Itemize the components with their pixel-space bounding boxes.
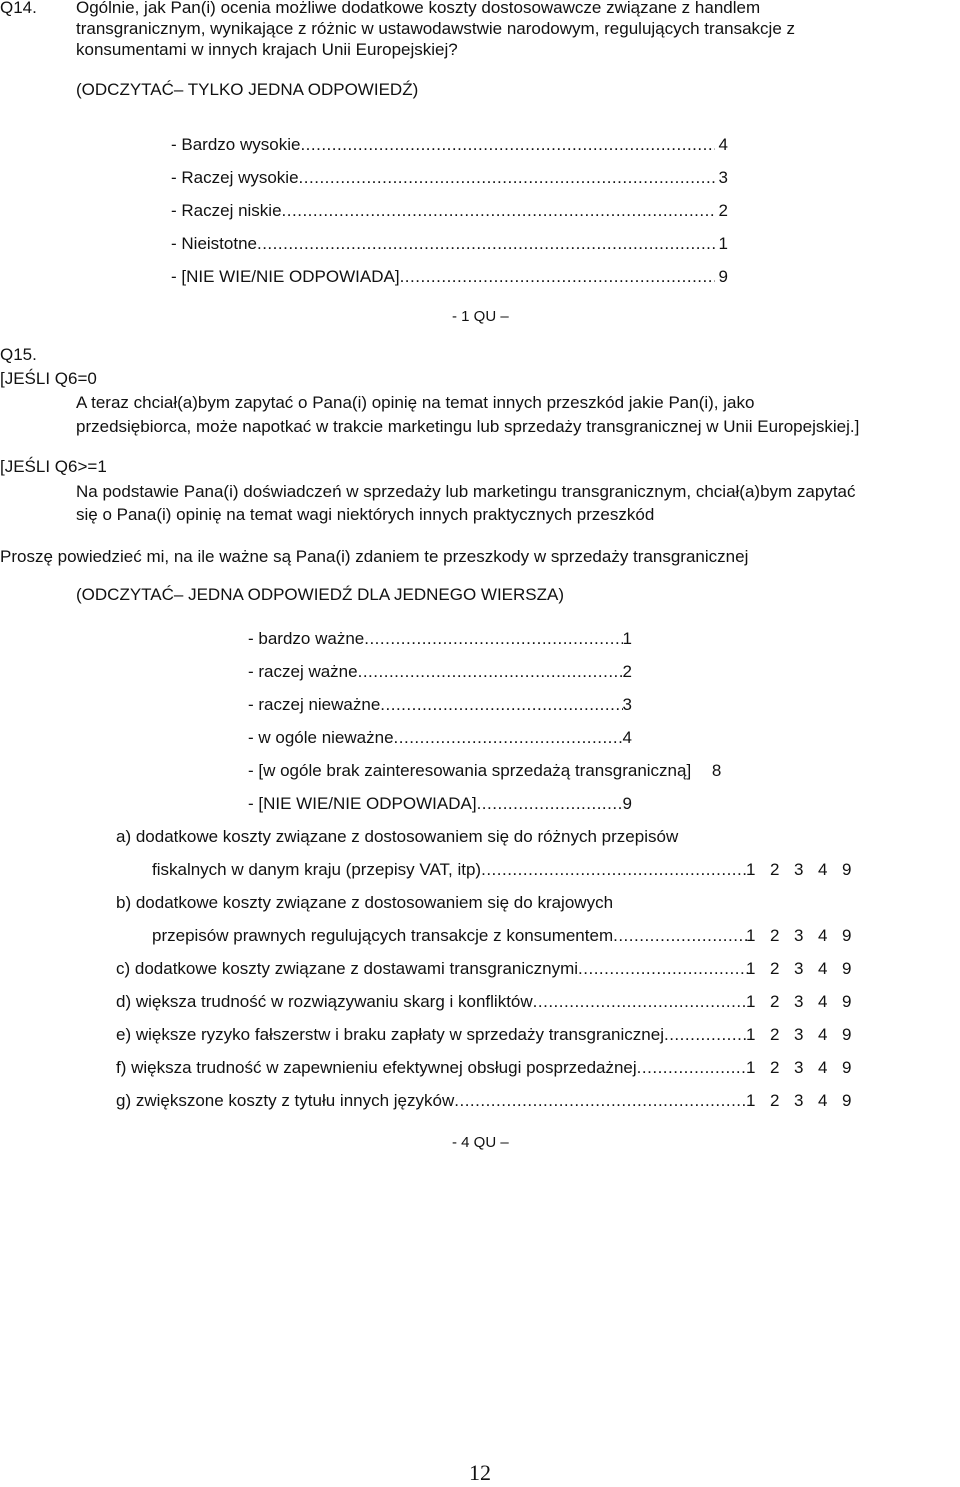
q15-item-d: d) większa trudność w rozwiązywaniu skarg i konfliktów <box>116 992 533 1011</box>
answer-code: 4 <box>818 992 828 1011</box>
answer-code: 4 <box>818 1091 828 1110</box>
q14-option-code: 9 <box>718 267 728 286</box>
q15-item-c-codes <box>746 958 866 980</box>
answer-code: 3 <box>794 959 804 978</box>
q15-scale-option <box>248 727 632 749</box>
q14-option <box>171 167 728 189</box>
q15-number: Q15. <box>0 345 37 364</box>
q14-option-code: 2 <box>718 201 728 220</box>
leader-dots <box>282 200 715 222</box>
answer-code: 9 <box>842 992 852 1011</box>
q15-item-row <box>116 1090 748 1112</box>
answer-code: 9 <box>842 926 852 945</box>
q15-qu-note: - 4 QU – <box>452 1134 509 1151</box>
answer-code: 4 <box>818 1058 828 1077</box>
answer-code: 1 <box>746 992 756 1011</box>
q15-scale-code: 9 <box>622 794 632 813</box>
q15-filter1-label: [JEŚLI Q6=0 <box>0 369 97 388</box>
answer-code: 1 <box>746 959 756 978</box>
answer-code: 4 <box>818 860 828 879</box>
leader-dots <box>477 793 623 815</box>
q15-scale-label: - w ogóle nieważne <box>248 728 394 747</box>
q15-filter2-label: [JEŚLI Q6>=1 <box>0 457 107 476</box>
leader-dots <box>400 266 715 288</box>
q14-instruction: (ODCZYTAĆ– TYLKO JEDNA ODPOWIEDŹ) <box>76 80 419 99</box>
q14-option-label: - Raczej wysokie <box>171 168 299 187</box>
answer-code: 9 <box>842 1025 852 1044</box>
answer-code: 2 <box>770 992 780 1011</box>
q14-option-code: 4 <box>718 135 728 154</box>
q15-item-row <box>152 859 748 881</box>
answer-code: 3 <box>794 992 804 1011</box>
answer-code: 2 <box>770 1091 780 1110</box>
answer-code: 3 <box>794 1091 804 1110</box>
answer-code: 9 <box>842 1091 852 1110</box>
answer-code: 4 <box>818 959 828 978</box>
q15-scale-label: - [w ogóle brak zainteresowania sprzedażą transgraniczną] <box>248 761 692 780</box>
q14-option-code: 3 <box>718 168 728 187</box>
leader-dots <box>257 233 715 255</box>
q15-filter1-line-2: przedsiębiorca, może napotkać w trakcie marketingu lub sprzedaży transgranicznej w Unii Europejskiej.] <box>76 417 860 436</box>
q15-scale-label: - [NIE WIE/NIE ODPOWIADA] <box>248 794 477 813</box>
q15-item-row <box>116 1024 748 1046</box>
q15-item-f: f) większa trudność w zapewnieniu efektywnej obsługi posprzedażnej <box>116 1058 637 1077</box>
q15-item-row <box>116 958 748 980</box>
q15-item-d-codes <box>746 991 866 1013</box>
answer-code: 2 <box>770 926 780 945</box>
q15-scale-option <box>248 793 632 815</box>
answer-code: 2 <box>770 1025 780 1044</box>
answer-code: 4 <box>818 1025 828 1044</box>
answer-code: 1 <box>746 860 756 879</box>
q15-filter1-line-1: A teraz chciał(a)bym zapytać o Pana(i) opinię na temat innych przeszkód jakie Pan(i), jako <box>76 393 755 412</box>
leader-dots <box>364 628 622 650</box>
q15-item-g: g) zwiększone koszty z tytułu innych języków <box>116 1091 455 1110</box>
q14-option <box>171 266 728 288</box>
leader-dots <box>300 134 714 156</box>
answer-code: 3 <box>794 1058 804 1077</box>
answer-code: 3 <box>794 860 804 879</box>
q14-option <box>171 200 728 222</box>
q14-option-label: - [NIE WIE/NIE ODPOWIADA] <box>171 267 400 286</box>
leader-dots <box>533 991 748 1013</box>
q15-item-f-codes <box>746 1057 866 1079</box>
q15-item-a-line1: a) dodatkowe koszty związane z dostosowaniem się do różnych przepisów <box>116 827 679 846</box>
leader-dots <box>454 1090 748 1112</box>
answer-code: 2 <box>770 860 780 879</box>
q15-scale-code: 3 <box>622 695 632 714</box>
q15-filter2-line-1: Na podstawie Pana(i) doświadczeń w sprzedaży lub marketingu transgranicznym, chciał(a)bym zapytać <box>76 482 856 501</box>
q15-item-e-codes <box>746 1024 866 1046</box>
q14-text-line-2: transgranicznym, wynikające z różnic w ustawodawstwie narodowym, regulujących transakcje z <box>76 19 796 38</box>
leader-dots <box>299 167 715 189</box>
leader-dots <box>358 661 623 683</box>
q14-option-label: - Bardzo wysokie <box>171 135 301 154</box>
page-number: 12 <box>469 1460 491 1485</box>
leader-dots <box>613 925 748 947</box>
q15-item-g-codes <box>746 1090 866 1112</box>
answer-code: 3 <box>794 1025 804 1044</box>
answer-code: 4 <box>818 926 828 945</box>
q14-number: Q14. <box>0 0 37 17</box>
q14-text-line-1: Ogólnie, jak Pan(i) ocenia możliwe dodatkowe koszty dostosowawcze związane z handlem <box>76 0 761 17</box>
q15-filter2-line-2: się o Pana(i) opinię na temat wagi niektórych innych praktycznych przeszkód <box>76 505 655 524</box>
q14-option-label: - Raczej niskie <box>171 201 282 220</box>
answer-code: 2 <box>770 1058 780 1077</box>
leader-dots <box>394 727 623 749</box>
q14-option <box>171 134 728 156</box>
q15-scale-option <box>248 661 632 683</box>
leader-dots <box>481 859 748 881</box>
q15-item-e: e) większe ryzyko fałszerstw i braku zapłaty w sprzedaży transgranicznej <box>116 1025 664 1044</box>
q14-text-line-3: konsumentami w innych krajach Unii Europejskiej? <box>76 40 458 59</box>
q15-scale-option <box>248 694 632 716</box>
q15-scale-code: 4 <box>622 728 632 747</box>
answer-code: 9 <box>842 1058 852 1077</box>
q15-item-c: c) dodatkowe koszty związane z dostawami transgranicznymi <box>116 959 579 978</box>
leader-dots <box>578 958 748 980</box>
q15-item-row <box>116 1057 748 1079</box>
q15-scale-label: - raczej nieważne <box>248 695 381 714</box>
q14-qu-note: - 1 QU – <box>452 308 509 325</box>
q15-item-row <box>116 991 748 1013</box>
leader-dots <box>637 1057 748 1079</box>
q15-scale-code: 1 <box>622 629 632 648</box>
q15-scale-option <box>248 628 632 650</box>
q15-scale-code: 8 <box>711 761 722 780</box>
q15-item-a-line2: fiskalnych w danym kraju (przepisy VAT, itp) <box>152 860 482 879</box>
q15-item-b-line2: przepisów prawnych regulujących transakcje z konsumentem <box>152 926 614 945</box>
q15-item-b-line1: b) dodatkowe koszty związane z dostosowaniem się do krajowych <box>116 893 614 912</box>
q15-question: Proszę powiedzieć mi, na ile ważne są Pana(i) zdaniem te przeszkody w sprzedaży transgranicznej <box>0 547 749 566</box>
q15-instruction: (ODCZYTAĆ– JEDNA ODPOWIEDŹ DLA JEDNEGO WIERSZA) <box>76 585 565 604</box>
q15-scale-option <box>248 760 721 782</box>
q14-option-label: - Nieistotne <box>171 234 257 253</box>
q15-scale-label: - raczej ważne <box>248 662 358 681</box>
leader-dots <box>664 1024 748 1046</box>
answer-code: 1 <box>746 926 756 945</box>
answer-code: 1 <box>746 1058 756 1077</box>
q14-option-code: 1 <box>718 234 728 253</box>
q15-item-row <box>152 925 748 947</box>
q15-scale-code: 2 <box>622 662 632 681</box>
q15-item-b-codes <box>746 925 866 947</box>
q14-option <box>171 233 728 255</box>
answer-code: 9 <box>842 860 852 879</box>
leader-dots <box>380 694 622 716</box>
answer-code: 9 <box>842 959 852 978</box>
q15-item-a-codes <box>746 859 866 881</box>
answer-code: 2 <box>770 959 780 978</box>
answer-code: 1 <box>746 1025 756 1044</box>
q15-scale-label: - bardzo ważne <box>248 629 365 648</box>
answer-code: 3 <box>794 926 804 945</box>
answer-code: 1 <box>746 1091 756 1110</box>
